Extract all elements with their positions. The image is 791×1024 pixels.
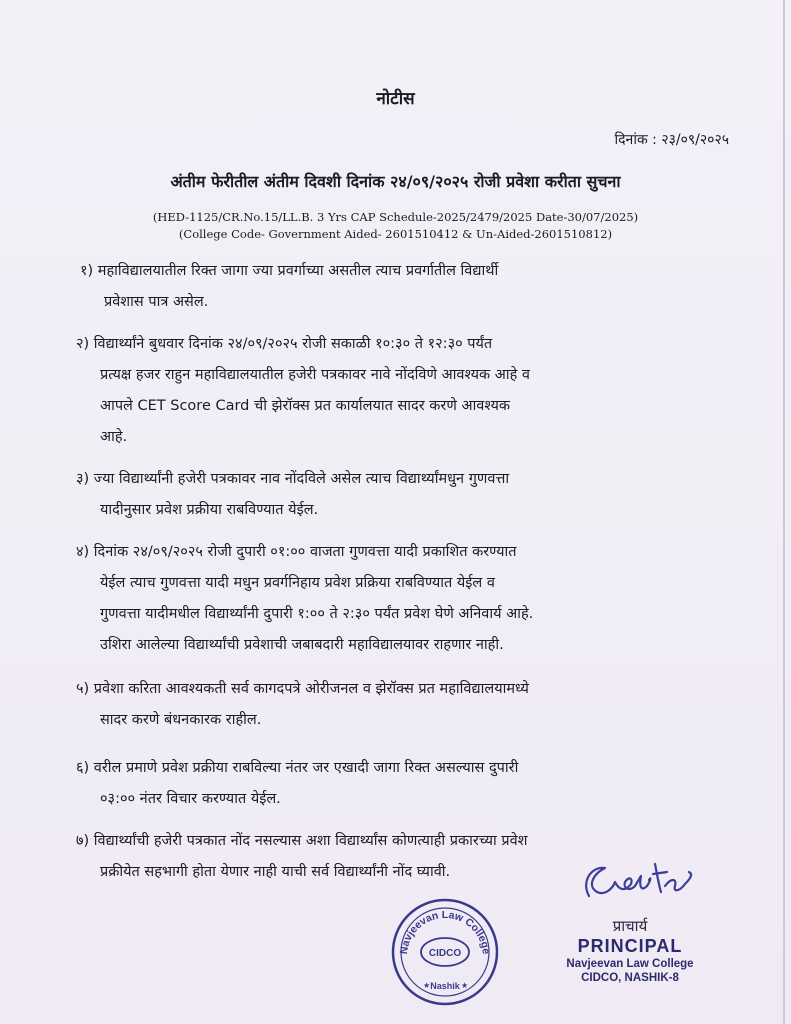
item-line: उशिरा आलेल्या विद्यार्थ्यांची प्रवेशाची जबाबदारी महाविद्यालयावर राहणार नाही. xyxy=(100,637,504,653)
notice-subject: अंतीम फेरीतील अंतीम दिवशी दिनांक २४/०९/२०२५ रोजी प्रवेशा करीता सुचना xyxy=(170,172,621,191)
stamp-outer-text: Navjeevan Law College xyxy=(397,908,493,955)
stamp-center-text: CIDCO xyxy=(428,948,462,959)
item-line: ५) प्रवेशा करिता आवश्यकती सर्व कागदपत्रे ओरीजनल व झेरॉक्स प्रत महाविद्यालयामध्ये xyxy=(76,681,529,697)
item-line: ६) वरील प्रमाणे प्रवेश प्रक्रीया राबविल्या नंतर जर एखादी जागा रिक्त असल्यास दुपारी xyxy=(76,760,519,776)
notice-date: दिनांक : २३/०९/२०२५ xyxy=(614,132,729,148)
item-line: गुणवत्ता यादीमधील विद्यार्थ्यांनी दुपारी १:०० ते २:३० पर्यंत प्रवेश घेणे अनिवार्य आहे. xyxy=(100,606,534,622)
principal-marathi-title: प्राचार्य xyxy=(612,917,648,935)
instruction-item-6 xyxy=(76,753,518,815)
star-icon: ★ xyxy=(423,981,431,990)
item-line: प्रक्रीयेत सहभागी होता येणार नाही याची सर्व विद्यार्थ्यांनी नोंद घ्यावी. xyxy=(100,864,451,880)
instruction-item-3 xyxy=(76,464,509,526)
reference-line-1: (HED-1125/CR.No.15/LL.B. 3 Yrs CAP Schedule-2025/2479/2025 Date-30/07/2025) xyxy=(152,210,639,224)
item-line: २) विद्यार्थ्यांने बुधवार दिनांक २४/०९/२०२५ रोजी सकाळी १०:३० ते १२:३० पर्यंत xyxy=(76,336,493,352)
signature-graphic xyxy=(575,852,705,912)
item-line: सादर करणे बंधनकारक राहील. xyxy=(100,712,262,728)
college-stamp xyxy=(389,896,501,1008)
principal-address: CIDCO, NASHIK-8 xyxy=(581,972,679,984)
item-line: ०३:०० नंतर विचार करण्यात येईल. xyxy=(100,791,281,807)
item-line: आपले CET Score Card ची झेरॉक्स प्रत कार्यालयात सादर करणे आवश्यक xyxy=(100,398,511,414)
stamp-bottom-text: Nashik xyxy=(430,981,460,991)
item-line: ४) दिनांक २४/०९/२०२५ रोजी दुपारी ०१:०० वाजता गुणवत्ता यादी प्रकाशित करण्यात xyxy=(76,544,517,560)
item-line: यादीनुसार प्रवेश प्रक्रीया राबविण्यात येईल. xyxy=(100,502,319,518)
item-line: ७) विद्यार्थ्यांची हजेरी पत्रकात नोंद नसल्यास अशा विद्यार्थ्यांस कोणत्याही प्रकारच्या प्रवेश xyxy=(76,833,528,849)
reference-line-2: (College Code- Government Aided- 2601510412 & Un-Aided-2601510812) xyxy=(178,227,613,241)
item-line: येईल त्याच गुणवत्ता यादी मधुन प्रवर्गनिहाय प्रवेश प्रक्रिया राबविण्यात येईल व xyxy=(100,575,495,591)
principal-block xyxy=(530,916,730,985)
instruction-item-5 xyxy=(76,674,529,736)
star-icon: ★ xyxy=(461,981,469,990)
instruction-item-1 xyxy=(80,256,498,318)
item-line: प्रत्यक्ष हजर राहुन महाविद्यालयातील हजेरी पत्रकावर नावे नोंदविणे आवश्यक आहे व xyxy=(100,367,530,383)
principal-title: PRINCIPAL xyxy=(577,936,683,956)
principal-college: Navjeevan Law College xyxy=(566,958,694,970)
instruction-item-2 xyxy=(76,329,530,453)
notice-title: नोटीस xyxy=(376,89,415,109)
item-line: आहे. xyxy=(100,429,128,445)
instruction-item-7 xyxy=(76,826,528,888)
item-line: १) महाविद्यालयातील रिक्त जागा ज्या प्रवर्गाच्या असतील त्याच प्रवर्गातील विद्यार्थी xyxy=(80,263,499,279)
page-edge xyxy=(783,0,785,1024)
item-line: प्रवेशास पात्र असेल. xyxy=(104,294,209,310)
item-line: ३) ज्या विद्यार्थ्यांनी हजेरी पत्रकावर नाव नोंदविले असेल त्याच विद्यार्थ्यांमधुन गुणवत्ता xyxy=(76,471,510,487)
instruction-item-4 xyxy=(76,537,533,661)
